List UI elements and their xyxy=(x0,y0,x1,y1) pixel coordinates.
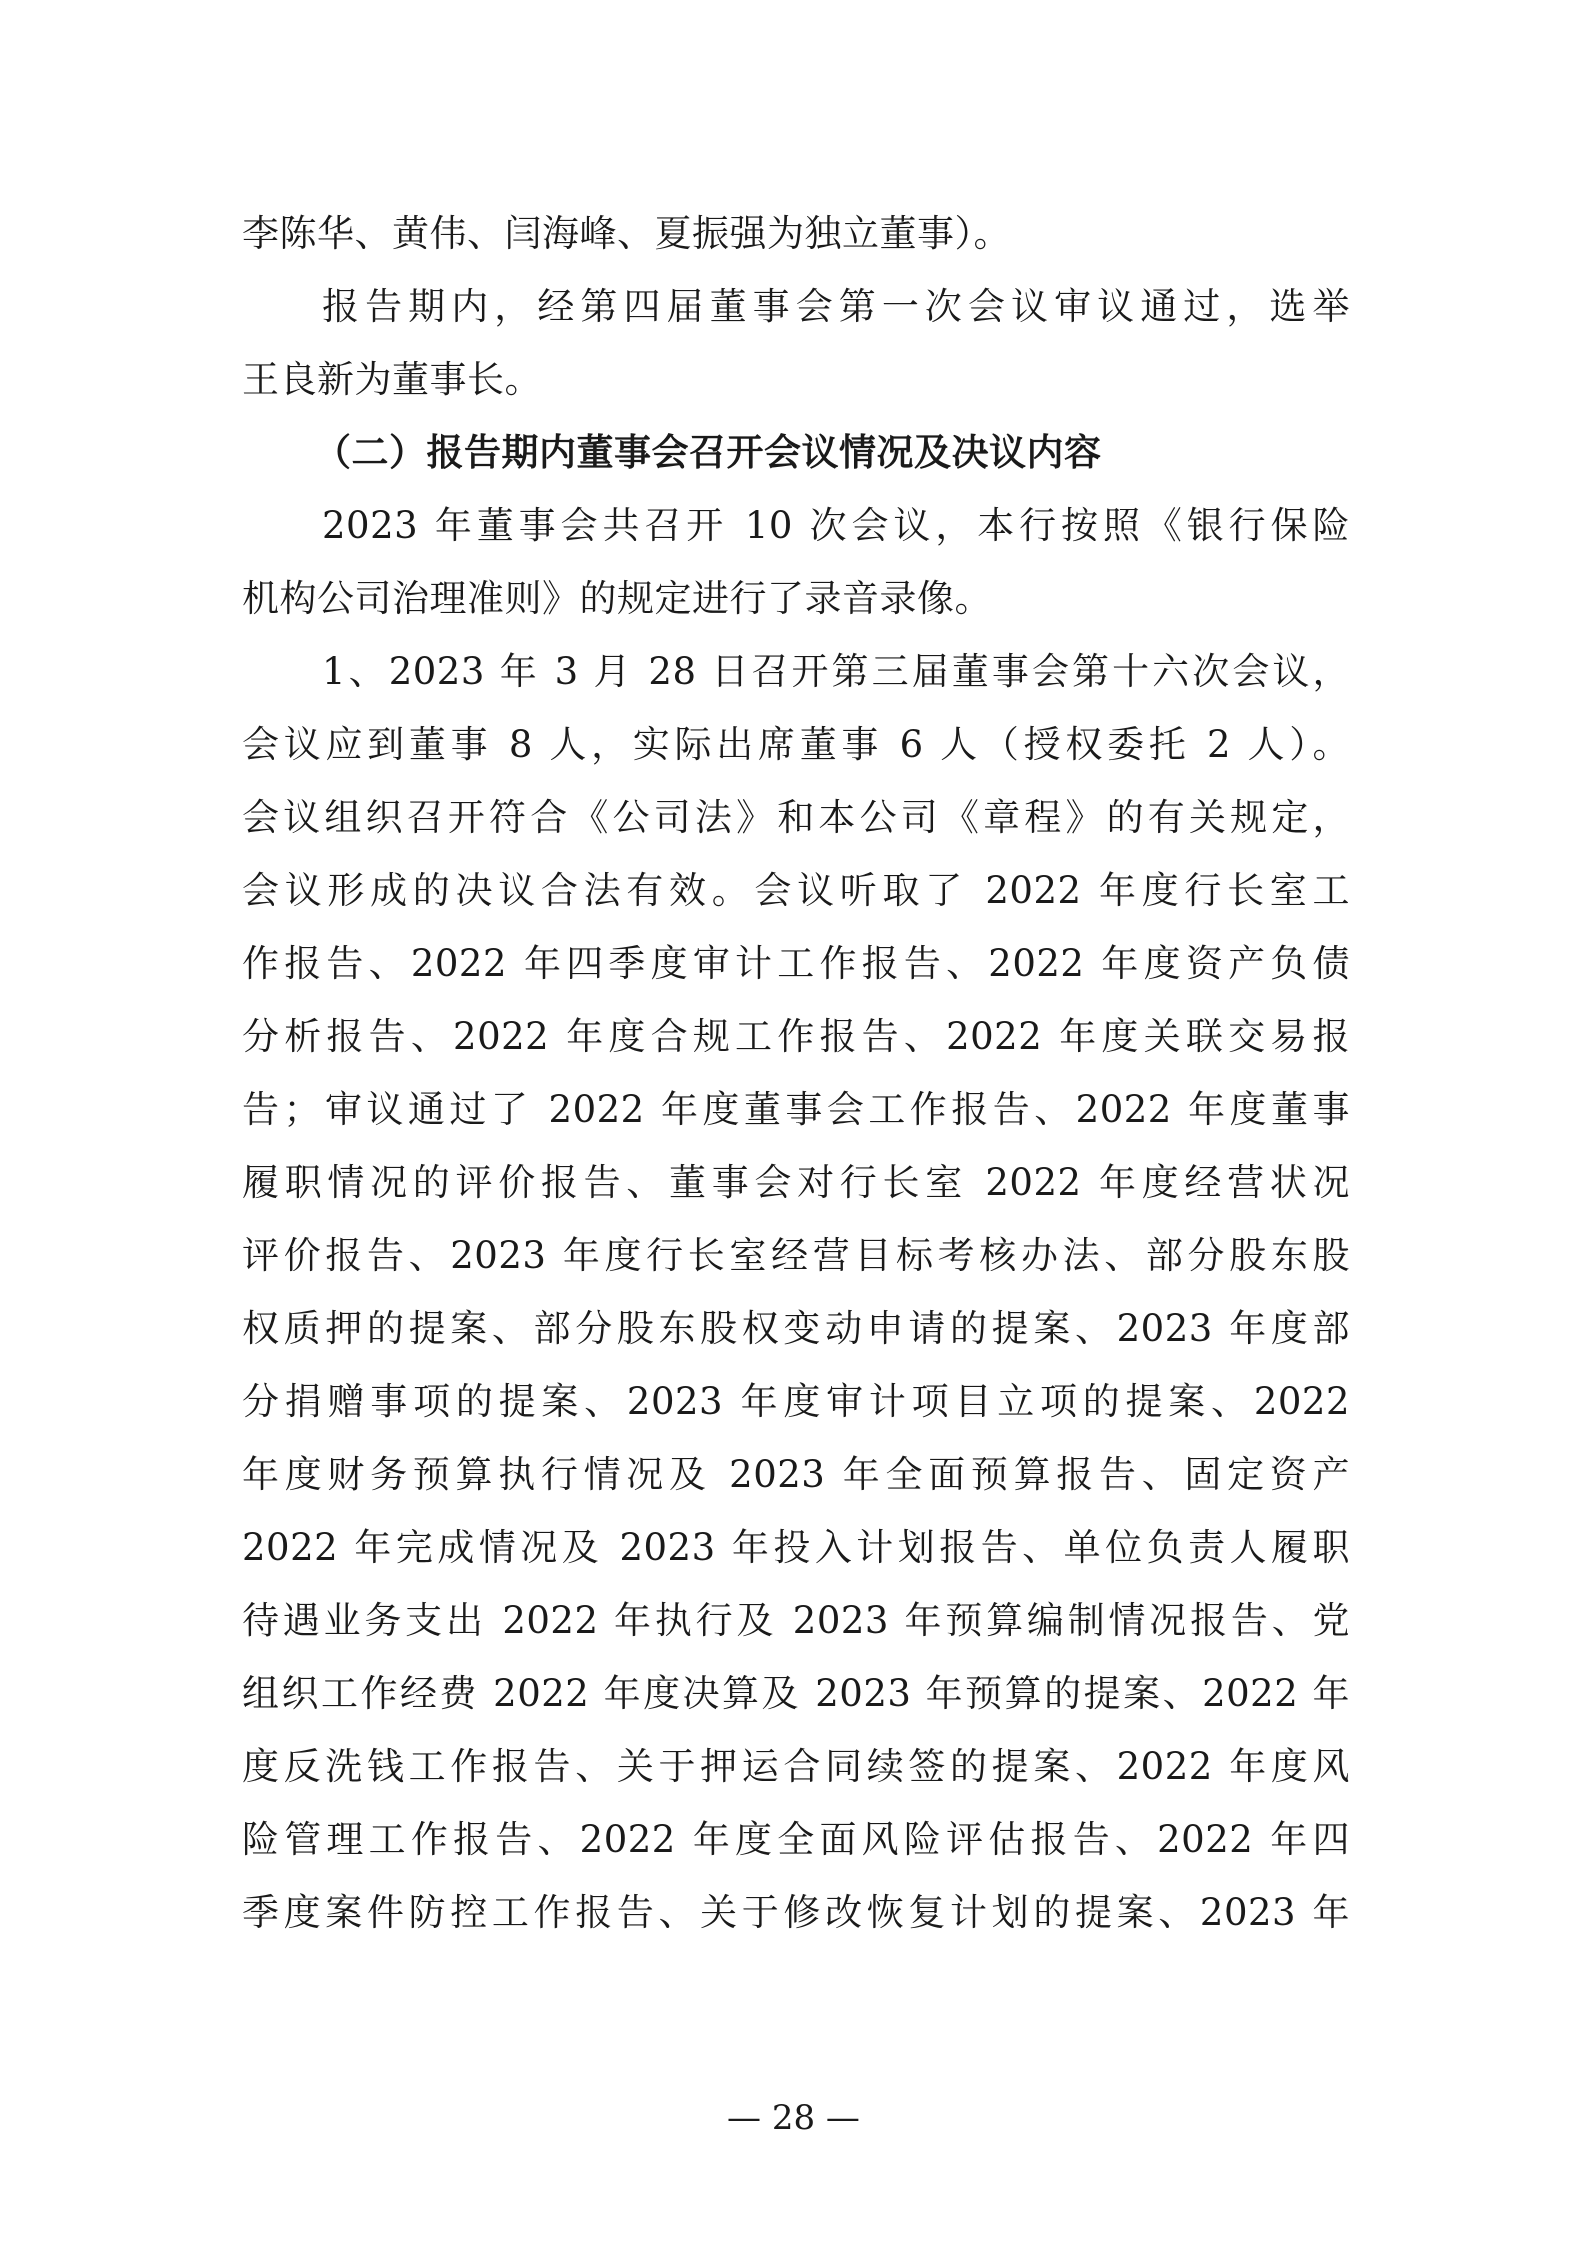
text-line: 权质押的提案、部分股东股权变动申请的提案、2023 年度部 xyxy=(242,1307,1350,1350)
text-line: 告；审议通过了 2022 年度董事会工作报告、2022 年度董事 xyxy=(242,1088,1350,1131)
text-line: 2022 年完成情况及 2023 年投入计划报告、单位负责人履职 xyxy=(242,1526,1350,1569)
text-line: 会议应到董事 8 人，实际出席董事 6 人（授权委托 2 人）。 xyxy=(242,723,1350,766)
text-line: 险管理工作报告、2022 年度全面风险评估报告、2022 年四 xyxy=(242,1818,1350,1861)
text-line: 1、2023 年 3 月 28 日召开第三届董事会第十六次会议， xyxy=(322,650,1350,693)
text-line: 分捐赠事项的提案、2023 年度审计项目立项的提案、2022 xyxy=(242,1380,1350,1423)
text-line: 王良新为董事长。 xyxy=(242,358,542,401)
text-line: 年度财务预算执行情况及 2023 年全面预算报告、固定资产 xyxy=(242,1453,1350,1496)
section-heading: （二）报告期内董事会召开会议情况及决议内容 xyxy=(314,431,1102,474)
text-line: 2023 年董事会共召开 10 次会议，本行按照《银行保险 xyxy=(322,504,1350,547)
text-line: 作报告、2022 年四季度审计工作报告、2022 年度资产负债 xyxy=(242,942,1350,985)
text-line: 机构公司治理准则》的规定进行了录音录像。 xyxy=(242,577,992,620)
body-text xyxy=(242,197,1350,1949)
text-line: 分析报告、2022 年度合规工作报告、2022 年度关联交易报 xyxy=(242,1015,1350,1058)
text-line: 李陈华、黄伟、闫海峰、夏振强为独立董事）。 xyxy=(242,212,1011,255)
text-line: 待遇业务支出 2022 年执行及 2023 年预算编制情况报告、党 xyxy=(242,1599,1350,1642)
page-number: — 28 — xyxy=(727,2098,860,2138)
text-line: 季度案件防控工作报告、关于修改恢复计划的提案、2023 年 xyxy=(242,1891,1350,1934)
text-line: 评价报告、2023 年度行长室经营目标考核办法、部分股东股 xyxy=(242,1234,1350,1277)
text-line: 度反洗钱工作报告、关于押运合同续签的提案、2022 年度风 xyxy=(242,1745,1350,1788)
text-line: 组织工作经费 2022 年度决算及 2023 年预算的提案、2022 年 xyxy=(242,1672,1350,1715)
text-line: 履职情况的评价报告、董事会对行长室 2022 年度经营状况 xyxy=(242,1161,1350,1204)
text-line: 会议组织召开符合《公司法》和本公司《章程》的有关规定， xyxy=(242,796,1350,839)
text-line: 会议形成的决议合法有效。会议听取了 2022 年度行长室工 xyxy=(242,869,1350,912)
text-line: 报告期内，经第四届董事会第一次会议审议通过，选举 xyxy=(322,285,1350,328)
